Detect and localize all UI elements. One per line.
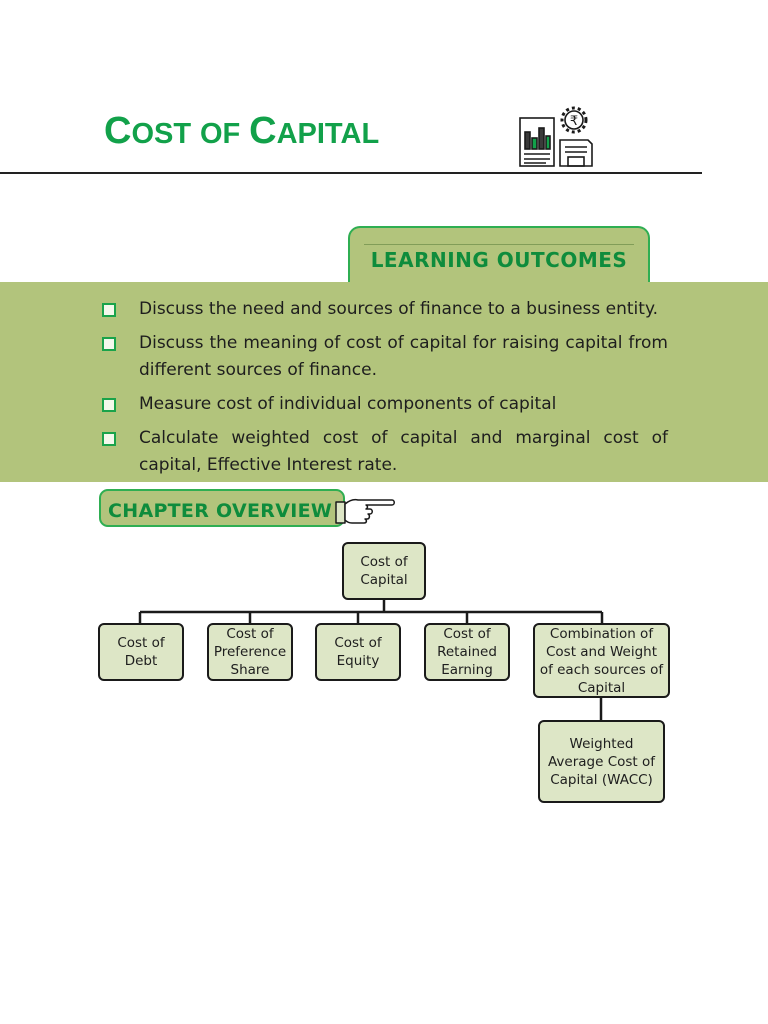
node-combination-cost-weight: Combination of Cost and Weight of each sources of Capital bbox=[533, 623, 670, 698]
learning-outcome-item bbox=[100, 391, 668, 418]
learning-outcome-text: Discuss the meaning of cost of capital for raising capital from different sources of finance. bbox=[139, 333, 668, 380]
learning-outcome-item bbox=[100, 330, 668, 384]
tab-rule bbox=[364, 244, 634, 245]
chapter-overview-heading: CHAPTER OVERVIEW bbox=[108, 500, 333, 522]
title-underline bbox=[0, 172, 702, 174]
node-cost-of-capital: Cost of Capital bbox=[342, 542, 426, 600]
learning-outcome-text: Measure cost of individual components of capital bbox=[139, 394, 557, 414]
learning-outcome-item bbox=[100, 425, 668, 479]
chapter-overview-badge bbox=[99, 489, 345, 527]
node-cost-of-preference-share: Cost of Preference Share bbox=[207, 623, 293, 681]
svg-text:₹: ₹ bbox=[569, 114, 579, 129]
learning-outcomes-tab bbox=[348, 226, 650, 284]
title-word-1-cap: C bbox=[104, 110, 132, 152]
learning-outcomes-list bbox=[100, 296, 668, 486]
learning-outcomes-heading: LEARNING OUTCOMES bbox=[370, 248, 628, 272]
learning-outcome-text: Calculate weighted cost of capital and marginal cost of capital, Effective Interest rate. bbox=[139, 428, 668, 475]
pointing-hand-icon bbox=[334, 494, 396, 526]
node-cost-of-debt: Cost of Debt bbox=[98, 623, 184, 681]
checkbox-square-icon bbox=[102, 303, 116, 317]
title-word-3-cap: C bbox=[249, 110, 277, 152]
checkbox-square-icon bbox=[102, 337, 116, 351]
title-word-1-rest: OST bbox=[131, 118, 192, 150]
document-chart-rupee-gear-icon bbox=[518, 104, 596, 170]
title-word-3-rest: APITAL bbox=[276, 118, 380, 150]
page-title bbox=[104, 112, 379, 150]
title-word-2: OF bbox=[199, 118, 241, 150]
checkbox-square-icon bbox=[102, 398, 116, 412]
node-cost-of-equity: Cost of Equity bbox=[315, 623, 401, 681]
learning-outcome-text: Discuss the need and sources of finance to a business entity. bbox=[139, 299, 658, 319]
node-wacc: Weighted Average Cost of Capital (WACC) bbox=[538, 720, 665, 803]
node-cost-of-retained-earning: Cost of Retained Earning bbox=[424, 623, 510, 681]
learning-outcome-item bbox=[100, 296, 668, 323]
checkbox-square-icon bbox=[102, 432, 116, 446]
